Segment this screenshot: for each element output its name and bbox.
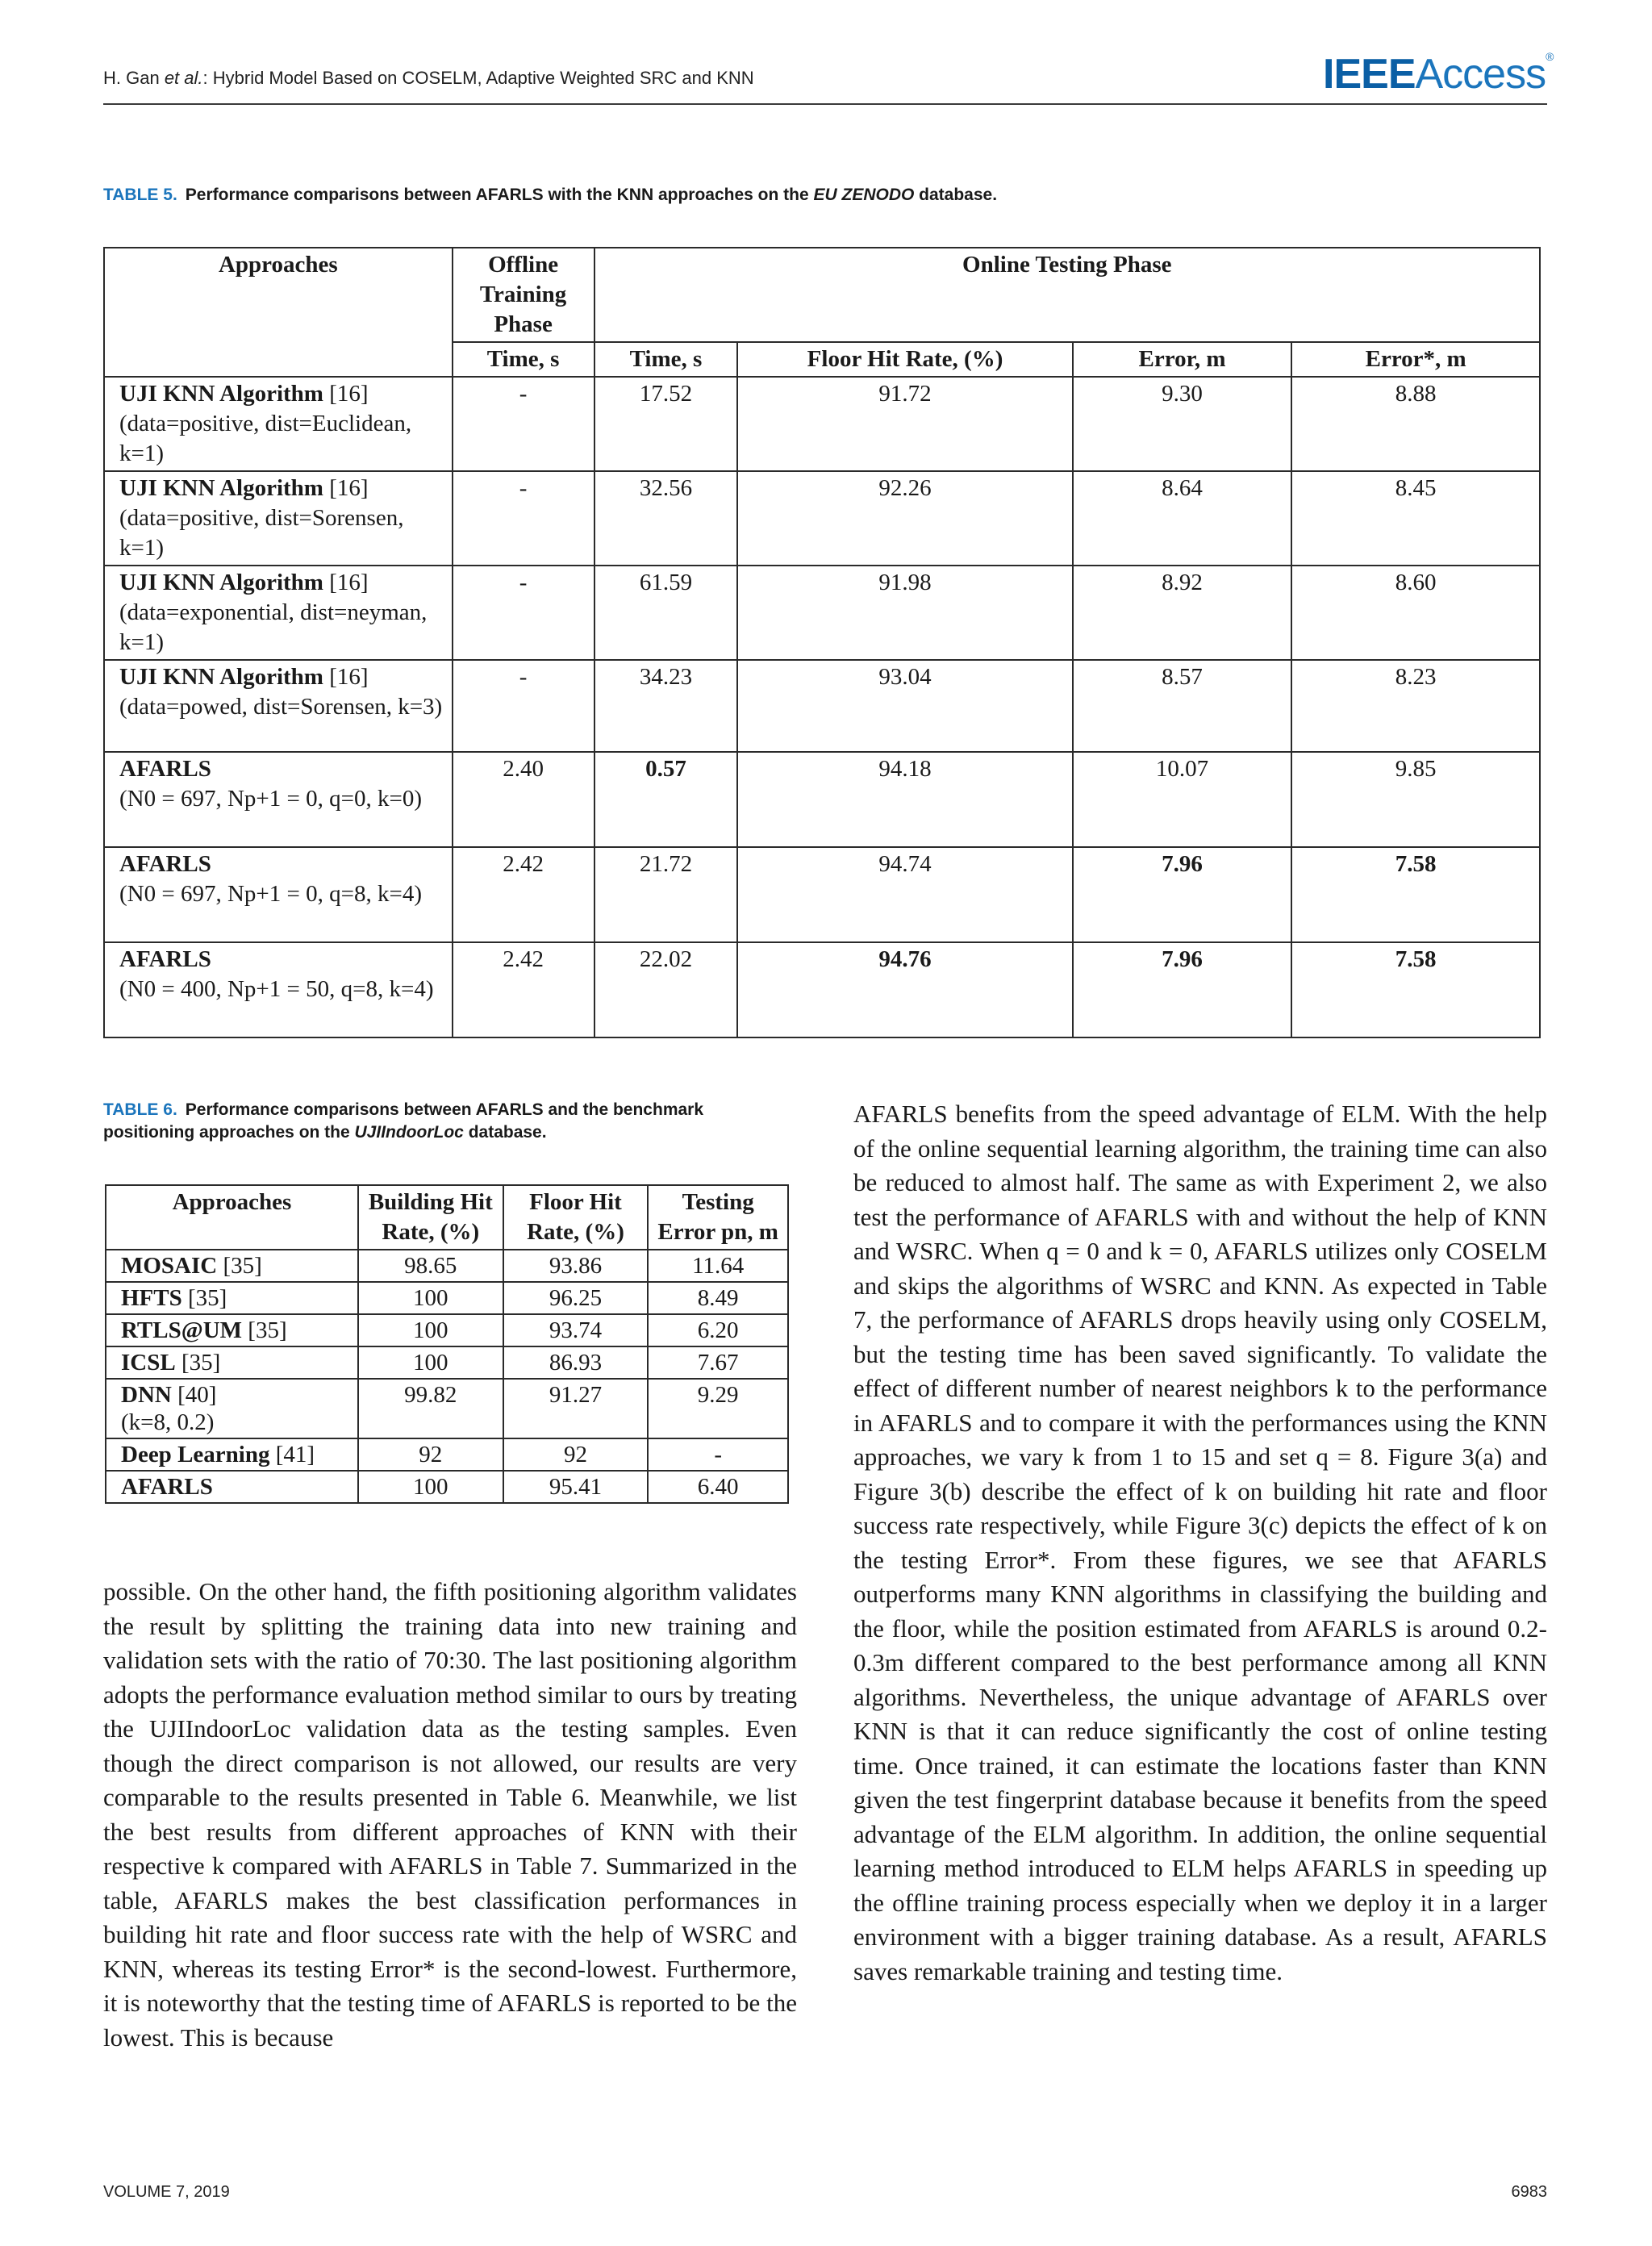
t6-floor: 91.27 — [503, 1379, 649, 1438]
t6-error: 9.29 — [648, 1379, 788, 1438]
table-row — [104, 942, 1540, 1037]
table-row — [106, 1346, 788, 1379]
t5-head-floor-hit: Floor Hit Rate, (%) — [737, 342, 1072, 377]
t5-offline: - — [453, 660, 594, 752]
t5-floor: 94.76 — [737, 942, 1072, 1037]
t5-error-star: 8.23 — [1291, 660, 1540, 752]
t6-floor: 96.25 — [503, 1282, 649, 1314]
t6-approach: HFTS [35] — [106, 1282, 358, 1314]
t5-error: 8.64 — [1073, 471, 1292, 566]
table-row — [104, 566, 1540, 660]
t6-head-floor: Floor Hit Rate, (%) — [503, 1185, 649, 1250]
t6-floor: 93.86 — [503, 1250, 649, 1282]
t5-head-approaches: Approaches — [104, 248, 453, 377]
t5-offline: 2.40 — [453, 752, 594, 847]
table-row — [104, 847, 1540, 942]
t6-error: 11.64 — [648, 1250, 788, 1282]
table-row — [106, 1282, 788, 1314]
t5-approach: UJI KNN Algorithm [16] (data=positive, dist=Sorensen, k=1) — [104, 471, 453, 566]
table-row — [104, 660, 1540, 752]
t5-floor: 93.04 — [737, 660, 1072, 752]
t6-error: - — [648, 1438, 788, 1471]
t6-approach: MOSAIC [35] — [106, 1250, 358, 1282]
t6-building: 99.82 — [358, 1379, 503, 1438]
t5-offline: 2.42 — [453, 847, 594, 942]
t5-head-offline: Offline Training Phase — [453, 248, 594, 342]
footer-volume: VOLUME 7, 2019 — [103, 2183, 230, 2201]
t6-head-approaches: Approaches — [106, 1185, 358, 1250]
t5-error: 8.92 — [1073, 566, 1292, 660]
t5-approach: AFARLS (N0 = 697, Np+1 = 0, q=8, k=4) — [104, 847, 453, 942]
t6-approach: DNN [40] (k=8, 0.2) — [106, 1379, 358, 1438]
t6-approach: AFARLS — [106, 1471, 358, 1503]
table6-caption: TABLE 6. Performance comparisons between AFARLS and the benchmark positioning approaches on the UJIIndoorLoc database. — [103, 1100, 704, 1142]
t5-error-star: 7.58 — [1291, 942, 1540, 1037]
t6-building: 100 — [358, 1346, 503, 1379]
body-text-right: AFARLS benefits from the speed advantage of ELM. With the help of the online sequential learning algorithm, the training time can also be reduced to almost half. The same as with Experiment 2, we also test the performance of AFARLS with and without the help of KNN and WSRC. When q = 0 and k = 0, AFARLS utilizes only COSELM and skips the algorithms of WSRC and KNN. As expected in Table 7, the performance of AFARLS drops heavily using only COSELM, but the testing time has been saved significantly. To validate the effect of different number of nearest neighbors k to the performance in AFARLS and to compare it with the performances using the KNN approaches, we vary k from 1 to 15 and set q = 8. Figure 3(a) and Figure 3(b) describe the effect of k on building hit rate and floor success rate respectively, while Figure 3(c) depicts the effect of k on the testing Error*. From these figures, we see that AFARLS outperforms many KNN algorithms in classifying the building and the floor, while the position estimated from AFARLS is around 0.2-0.3m different compared to the best performance among all KNN algorithms. Nevertheless, the unique advantage of AFARLS over KNN is that it can reduce significantly the cost of online testing time. Once trained, it can estimate the locations faster than KNN given the test fingerprint database because it benefits from the speed advantage of the ELM algorithm. In addition, the online sequential learning method introduced to ELM helps AFARLS in speeding up the offline training process especially when we deploy it in a larger environment with a bigger training database. As a result, AFARLS saves remarkable training and testing time. — [853, 1100, 1547, 1985]
header-rule — [103, 103, 1547, 105]
t5-head-error-star: Error*, m — [1291, 342, 1540, 377]
t5-approach: AFARLS (N0 = 697, Np+1 = 0, q=0, k=0) — [104, 752, 453, 847]
t6-floor: 93.74 — [503, 1314, 649, 1346]
body-text-left: possible. On the other hand, the fifth positioning algorithm validates the result by splitting the training data into new training and validation sets with the ratio of 70:30. The last positioning algorithm adopts the performance evaluation method similar to ours by treating the UJIIndoorLoc validation data as the testing samples. Even though the direct comparison is not allowed, our results are very comparable to the results presented in Table 6. Meanwhile, we list the best results from different approaches of KNN with their respective k compared with AFARLS in Table 7. Summarized in the table, AFARLS makes the best classification performances in building hit rate and floor success rate with the help of WSRC and KNN, whereas its testing Error* is the second-lowest. Furthermore, it is noteworthy that the testing time of AFARLS is reported to be the lowest. This is because — [103, 1577, 797, 2052]
table-row — [106, 1250, 788, 1282]
t5-error-star: 7.58 — [1291, 847, 1540, 942]
table-row — [104, 377, 1540, 471]
ieee-access-logo: IEEEAccess® — [1323, 50, 1554, 98]
t5-error: 7.96 — [1073, 942, 1292, 1037]
t5-error: 7.96 — [1073, 847, 1292, 942]
t6-building: 100 — [358, 1282, 503, 1314]
table-row — [106, 1438, 788, 1471]
t5-time: 34.23 — [594, 660, 738, 752]
t5-error-star: 9.85 — [1291, 752, 1540, 847]
table-row — [104, 471, 1540, 566]
t6-error: 8.49 — [648, 1282, 788, 1314]
t5-approach: AFARLS (N0 = 400, Np+1 = 50, q=8, k=4) — [104, 942, 453, 1037]
t5-approach: UJI KNN Algorithm [16] (data=powed, dist=Sorensen, k=3) — [104, 660, 453, 752]
t5-time: 21.72 — [594, 847, 738, 942]
t6-error: 6.40 — [648, 1471, 788, 1503]
t5-time: 22.02 — [594, 942, 738, 1037]
t5-offline: - — [453, 377, 594, 471]
t5-error-star: 8.60 — [1291, 566, 1540, 660]
t5-error-star: 8.88 — [1291, 377, 1540, 471]
t5-floor: 92.26 — [737, 471, 1072, 566]
t6-head-testing: Testing Error pn, m — [648, 1185, 788, 1250]
t5-time: 61.59 — [594, 566, 738, 660]
t6-building: 100 — [358, 1314, 503, 1346]
t5-error: 10.07 — [1073, 752, 1292, 847]
t6-error: 7.67 — [648, 1346, 788, 1379]
t6-floor: 86.93 — [503, 1346, 649, 1379]
table5 — [103, 247, 1541, 1038]
table-row — [106, 1379, 788, 1438]
t6-floor: 95.41 — [503, 1471, 649, 1503]
table5-caption: TABLE 5. Performance comparisons between AFARLS with the KNN approaches on the EU ZENODO database. — [103, 186, 998, 204]
t5-offline: - — [453, 566, 594, 660]
t6-approach: RTLS@UM [35] — [106, 1314, 358, 1346]
t5-approach: UJI KNN Algorithm [16] (data=positive, dist=Euclidean, k=1) — [104, 377, 453, 471]
t6-building: 98.65 — [358, 1250, 503, 1282]
t6-error: 6.20 — [648, 1314, 788, 1346]
t5-head-time-offline: Time, s — [453, 342, 594, 377]
t5-floor: 91.72 — [737, 377, 1072, 471]
t5-floor: 94.18 — [737, 752, 1072, 847]
t5-time: 0.57 — [594, 752, 738, 847]
t5-error-star: 8.45 — [1291, 471, 1540, 566]
t5-offline: 2.42 — [453, 942, 594, 1037]
t6-approach: Deep Learning [41] — [106, 1438, 358, 1471]
table-row — [104, 752, 1540, 847]
t5-floor: 91.98 — [737, 566, 1072, 660]
t5-approach: UJI KNN Algorithm [16] (data=exponential, dist=neyman, k=1) — [104, 566, 453, 660]
t6-approach: ICSL [35] — [106, 1346, 358, 1379]
t5-head-online: Online Testing Phase — [594, 248, 1540, 342]
t6-building: 100 — [358, 1471, 503, 1503]
t5-head-error: Error, m — [1073, 342, 1292, 377]
t5-error: 9.30 — [1073, 377, 1292, 471]
t5-time: 32.56 — [594, 471, 738, 566]
t5-head-time-online: Time, s — [594, 342, 738, 377]
table6 — [105, 1184, 789, 1504]
t5-time: 17.52 — [594, 377, 738, 471]
t5-floor: 94.74 — [737, 847, 1072, 942]
running-head: H. Gan et al.: Hybrid Model Based on COSELM, Adaptive Weighted SRC and KNN — [103, 68, 754, 88]
table-row — [106, 1471, 788, 1503]
table-row — [106, 1314, 788, 1346]
footer-page-number: 6983 — [1511, 2183, 1547, 2201]
t5-offline: - — [453, 471, 594, 566]
t6-floor: 92 — [503, 1438, 649, 1471]
t5-error: 8.57 — [1073, 660, 1292, 752]
t6-building: 92 — [358, 1438, 503, 1471]
t6-head-building: Building Hit Rate, (%) — [358, 1185, 503, 1250]
